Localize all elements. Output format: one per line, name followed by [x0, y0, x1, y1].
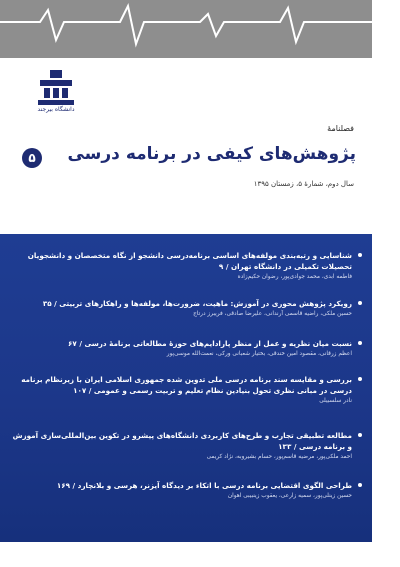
- toc-item-authors: فاطمه ابدی، محمد جوادی‌پور، رضوان حکیم‌زاده: [237, 274, 352, 280]
- journal-title-row: [16, 144, 356, 172]
- cover-bottom-margin: [0, 542, 372, 567]
- bullet-icon: [358, 483, 362, 487]
- table-of-contents: [0, 234, 372, 542]
- toc-item-title: نسبت میان نظریه و عمل از منظر پارادایم‌های حوزهٔ مطالعاتی برنامهٔ درسی / ۶۷: [68, 339, 352, 348]
- bullet-icon: [358, 341, 362, 345]
- university-seal-icon: [34, 68, 78, 108]
- toc-item-authors: نادر سلسبیلی: [319, 398, 352, 404]
- bullet-icon: [358, 433, 362, 437]
- toc-item-title: مطالعه تطبیقی تجارب و طرح‌های کاربردی دانشگاه‌های پیشرو در تکوین بین‌المللی‌سازی آموزش و برنامه درسی / ۱۳۳: [12, 431, 352, 451]
- toc-item-authors: احمد ملکی‌پور، مرضیه قاسم‌پور، حسام بشیروبه، نژاد کریمی: [206, 454, 352, 460]
- journal-title: پژوهش‌های کیفی در برنامه درسی: [67, 144, 356, 164]
- bullet-icon: [358, 301, 362, 305]
- volume-badge: ۵: [22, 148, 42, 168]
- toc-item[interactable]: [12, 250, 352, 282]
- right-margin: [372, 0, 400, 567]
- toc-item-title: بررسی و مقایسه سند برنامه درسی ملی تدوین شده جمهوری اسلامی ایران با زیرنظام برنامه درسی در مبانی نظری تحول بنیادین نظام تعلیم و تربیت رسمی و عمومی / ۱۰۷: [21, 375, 352, 395]
- university-name: دانشگاه بیرجند: [37, 106, 75, 113]
- toc-item[interactable]: [12, 430, 352, 462]
- toc-item-authors: حسین ملکی، راضیه قاسمی آرندانی، علیرضا صادقی، فریبرز درتاج: [193, 311, 352, 317]
- toc-item[interactable]: [12, 298, 352, 319]
- issue-line: سال دوم، شمارهٔ ۵، زمستان ۱۳۹۵: [253, 180, 354, 188]
- ecg-line-icon: [0, 0, 372, 58]
- cover-top-section: [0, 0, 372, 234]
- ecg-header-band: [0, 0, 372, 58]
- toc-item[interactable]: [12, 338, 352, 359]
- quarterly-label: فصلنامهٔ: [327, 124, 354, 133]
- toc-item-title: طراحی الگوی اقتضایی برنامه درسی با اتکاء بر دیدگاه آیزنر، هرسی و بلانچارد / ۱۶۹: [56, 481, 352, 490]
- bullet-icon: [358, 253, 362, 257]
- toc-item[interactable]: [12, 374, 352, 406]
- toc-item-authors: اعظم زرقانی، مقصود امین خندقی، بختیار شعبانی ورکی، نعمت‌الله موسی‌پور: [166, 351, 352, 357]
- toc-item[interactable]: [12, 480, 352, 501]
- bullet-icon: [358, 377, 362, 381]
- toc-item-authors: حسین زینلی‌پور، سمیه زارعی، یعقوب زینبیبی اهوان: [227, 493, 352, 499]
- toc-item-title: رویکرد پژوهش محوری در آموزش: ماهیت، ضرورت‌ها، مولفه‌ها و راهکارهای تربیتی / ۳۵: [42, 299, 352, 308]
- toc-item-title: شناسایی و رتبه‌بندی مولفه‌های اساسی برنامه‌درسی دانشجو از نگاه متخصصان و دانشجویان تحصیلات تکمیلی در دانشگاه تهران / ۹: [27, 251, 352, 271]
